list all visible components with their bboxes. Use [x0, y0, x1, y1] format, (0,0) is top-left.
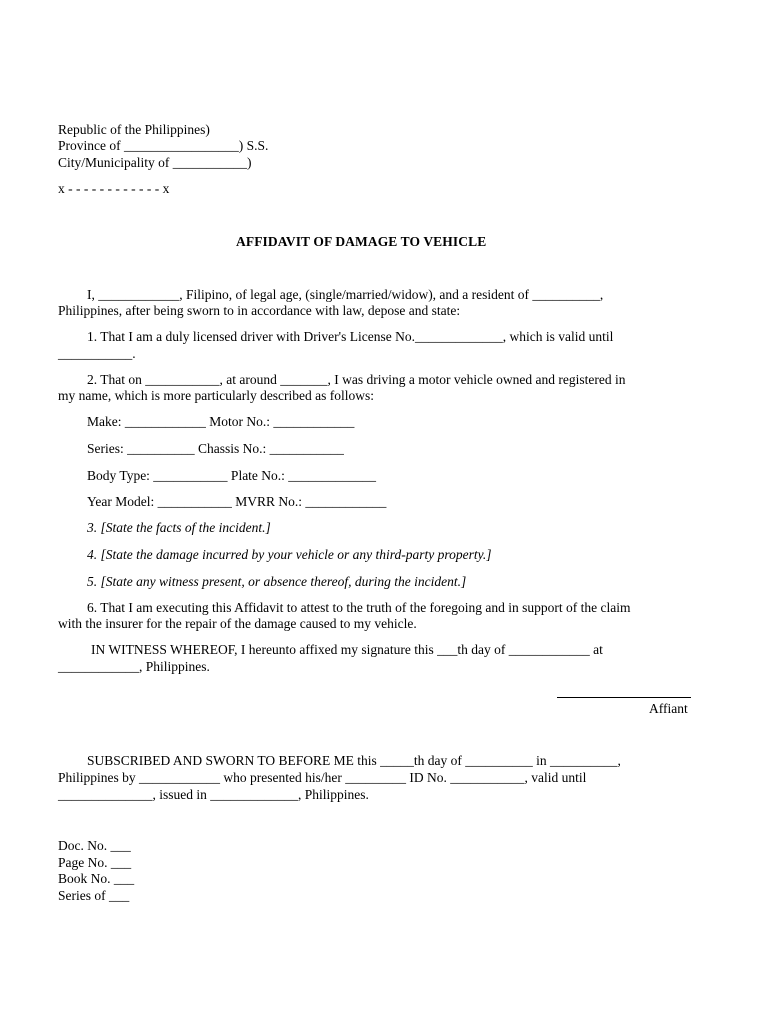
caption-province: Province of _________________) S.S.	[58, 138, 269, 153]
caption-city: City/Municipality of ___________)	[58, 155, 252, 170]
jurat-line-1: SUBSCRIBED AND SWORN TO BEFORE ME this _____th day of __________ in __________,	[87, 753, 621, 768]
vehicle-body-line: Body Type: ___________ Plate No.: _____________	[87, 468, 377, 483]
notarial-doc-no: Doc. No. ___	[58, 838, 131, 853]
notarial-series-of: Series of ___	[58, 888, 130, 903]
paragraph-4: 4. [State the damage incurred by your vehicle or any third-party property.]	[87, 547, 492, 562]
paragraph-6-line-1: 6. That I am executing this Affidavit to attest to the truth of the foregoing and in support of the claim	[87, 600, 631, 615]
intro-line-1: I, ____________, Filipino, of legal age, (single/married/widow), and a resident of __________,	[87, 287, 604, 302]
affiant-signature-line	[557, 697, 691, 698]
paragraph-1-line-1: 1. That I am a duly licensed driver with Driver's License No._____________, which is valid until	[87, 329, 614, 344]
affiant-label: Affiant	[649, 701, 688, 716]
witness-line-2: ____________, Philippines.	[58, 659, 210, 674]
paragraph-1-line-2: ___________.	[58, 346, 136, 361]
caption-separator: x - - - - - - - - - - - - x	[58, 181, 170, 196]
paragraph-5: 5. [State any witness present, or absence thereof, during the incident.]	[87, 574, 467, 589]
caption-republic: Republic of the Philippines)	[58, 122, 210, 137]
paragraph-3: 3. [State the facts of the incident.]	[87, 520, 271, 535]
notarial-page-no: Page No. ___	[58, 855, 132, 870]
vehicle-year-line: Year Model: ___________ MVRR No.: ____________	[87, 494, 387, 509]
witness-line-1: IN WITNESS WHEREOF, I hereunto affixed my signature this ___th day of ____________ at	[91, 642, 603, 657]
intro-line-2: Philippines, after being sworn to in accordance with law, depose and state:	[58, 303, 461, 318]
jurat-line-3: ______________, issued in _____________, Philippines.	[58, 787, 369, 802]
vehicle-make-line: Make: ____________ Motor No.: ____________	[87, 414, 355, 429]
vehicle-series-line: Series: __________ Chassis No.: ___________	[87, 441, 344, 456]
paragraph-2-line-2: my name, which is more particularly described as follows:	[58, 388, 375, 403]
paragraph-6-line-2: with the insurer for the repair of the damage caused to my vehicle.	[58, 616, 417, 631]
document-title: AFFIDAVIT OF DAMAGE TO VEHICLE	[236, 234, 487, 249]
jurat-line-2: Philippines by ____________ who presented his/her _________ ID No. ___________, valid until	[58, 770, 587, 785]
paragraph-2-line-1: 2. That on ___________, at around _______, I was driving a motor vehicle owned and registered in	[87, 372, 626, 387]
notarial-book-no: Book No. ___	[58, 871, 135, 886]
